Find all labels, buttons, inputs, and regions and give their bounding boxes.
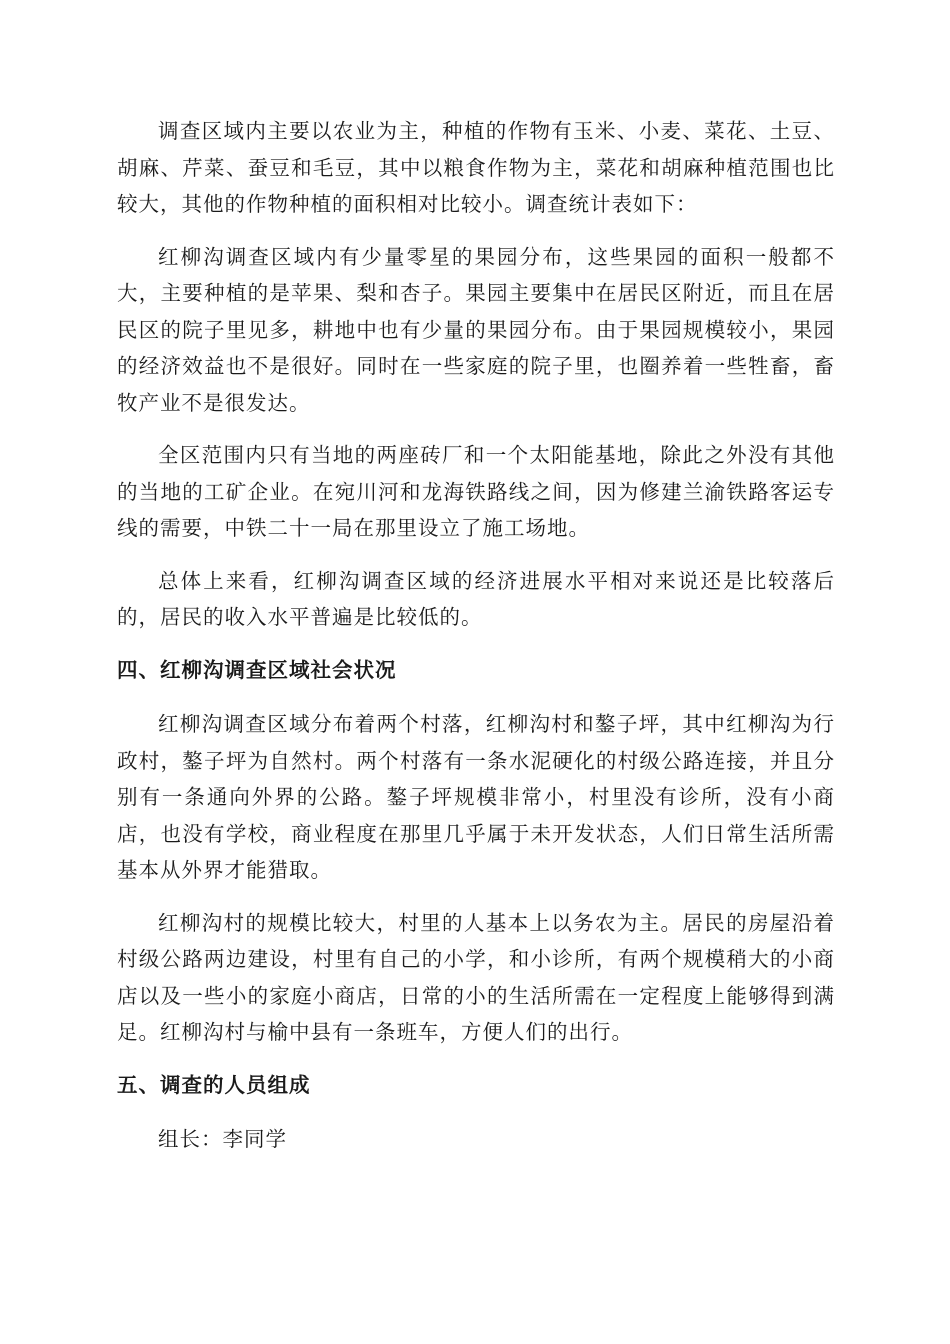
paragraph-industry: 全区范围内只有当地的两座砖厂和一个太阳能基地，除此之外没有其他的当地的工矿企业。在宛川河和龙海铁路线之间，因为修建兰渝铁路客运专线的需要，中铁二十一局在那里设立了施工场地。	[117, 443, 835, 540]
paragraph-hongliugou-village: 红柳沟村的规模比较大，村里的人基本上以务农为主。居民的房屋沿着村级公路两边建设，村里有自己的小学，和小诊所，有两个规模稍大的小商店以及一些小的家庭小商店，日常的小的生活所需在一定程度上能够得到满足。红柳沟村与榆中县有一条班车，方便人们的出行。	[117, 910, 835, 1044]
paragraph-villages: 红柳沟调查区域分布着两个村落，红柳沟村和鏊子坪，其中红柳沟为行政村，鏊子坪为自然村。两个村落有一条水泥硬化的村级公路连接，并且分别有一条通向外界的公路。鏊子坪规模非常小，村里没有诊所，没有小商店，也没有学校，商业程度在那里几乎属于未开发状态，人们日常生活所需基本从外界才能猎取。	[117, 712, 835, 882]
paragraph-crops: 调查区域内主要以农业为主，种植的作物有玉米、小麦、菜花、土豆、胡麻、芹菜、蚕豆和毛豆，其中以粮食作物为主，菜花和胡麻种植范围也比较大，其他的作物种植的面积相对比较小。调查统计表如下：	[117, 119, 835, 216]
section-heading-members: 五、调查的人员组成	[117, 1072, 311, 1097]
document-body	[117, 113, 835, 1158]
paragraph-economy-summary: 总体上来看，红柳沟调查区域的经济进展水平相对来说还是比较落后的，居民的收入水平普遍是比较低的。	[117, 568, 835, 629]
paragraph-orchards: 红柳沟调查区域内有少量零星的果园分布，这些果园的面积一般都不大，主要种植的是苹果、梨和杏子。果园主要集中在居民区附近，而且在居民区的院子里见多，耕地中也有少量的果园分布。由于果园规模较小，果园的经济效益也不是很好。同时在一些家庭的院子里，也圈养着一些牲畜，畜牧产业不是很发达。	[117, 244, 835, 415]
member-leader: 组长：李同学	[158, 1127, 287, 1151]
section-heading-social: 四、红柳沟调查区域社会状况	[117, 657, 397, 682]
